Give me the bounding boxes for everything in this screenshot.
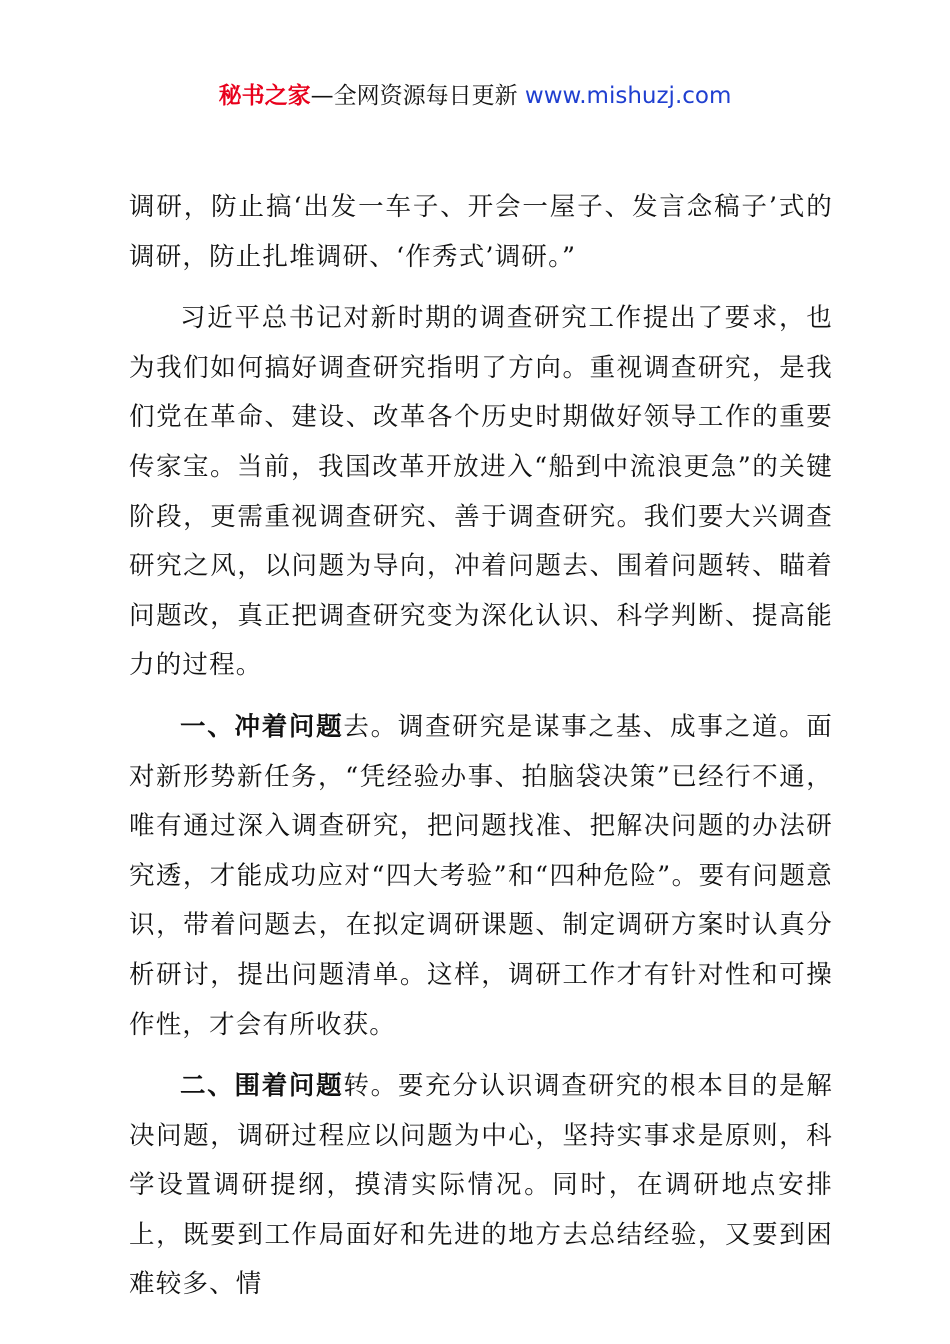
site-brand: 秘书之家: [218, 83, 311, 109]
site-url-link[interactable]: www.mishuzj.com: [524, 83, 732, 109]
site-header: [0, 80, 950, 112]
section-two-heading: 二、围着问题: [180, 1071, 344, 1102]
paragraph-intro: 习近平总书记对新时期的调查研究工作提出了要求，也为我们如何搞好调查研究指明了方向。重视调查研究，是我们党在革命、建设、改革各个历史时期做好领导工作的重要传家宝。当前，我国改革开放进入“船到中流浪更急”的关键阶段，更需重视调查研究、善于调查研究。我们要大兴调查研究之风，以问题为导向，冲着问题去、围着问题转、瞄着问题改，真正把调查研究变为深化认识、科学判断、提高能力的过程。: [129, 303, 833, 681]
section-one-text: 去。调查研究是谋事之基、成事之道。面对新形势新任务，“凭经验办事、拍脑袋决策”已经行不通，唯有通过深入调查研究，把问题找准、把解决问题的办法研究透，才能成功应对“四大考验”和“四种危险”。要有问题意识，带着问题去，在拟定调研课题、制定调研方案时认真分析研讨，提出问题清单。这样，调研工作才有针对性和可操作性，才会有所收获。: [129, 711, 833, 1040]
paragraph-continuation: 调研，防止搞‘出发一车子、开会一屋子、发言念稿子’式的调研，防止扎堆调研、‘作秀式’调研。”: [129, 192, 833, 272]
section-one-heading: 一、冲着问题: [180, 711, 344, 742]
paragraph-section-two: [129, 1062, 833, 1310]
site-tagline: —全网资源每日更新: [310, 83, 525, 109]
section-two-text: 转。要充分认识调查研究的根本目的是解决问题，调研过程应以问题为中心，坚持实事求是原则，科学设置调研提纲，摸清实际情况。同时，在调研地点安排上，既要到工作局面好和先进的地方去总结经验，又要到困难较多、情: [129, 1071, 833, 1300]
document-body: [129, 183, 833, 1310]
paragraph-section-one: [129, 703, 833, 1050]
